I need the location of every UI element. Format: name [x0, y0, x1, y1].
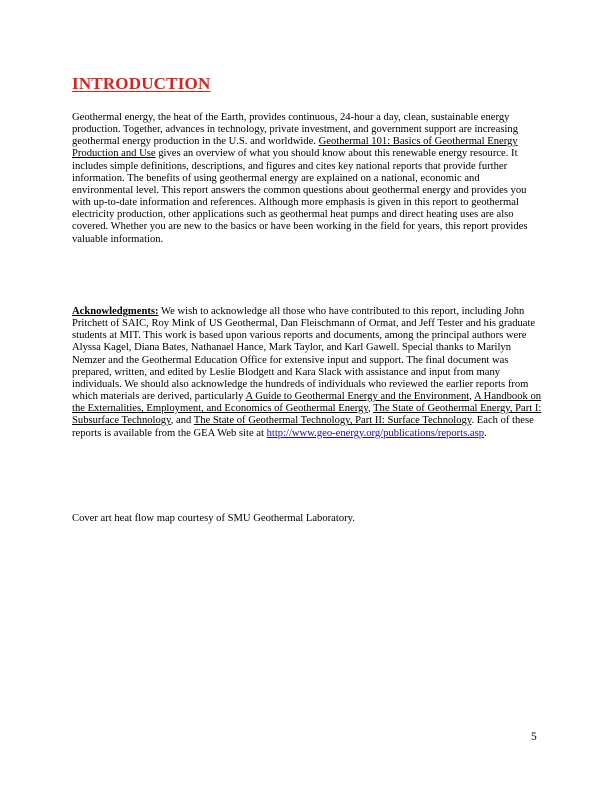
- report-reference: The State of Geothermal Technology, Part II: Surface Technology: [193, 415, 472, 427]
- intro-text: gives an overview of what you should know about this renewable energy resource. It includes simple definitions, descriptions, and figures and cites key national reports that provide further information. The benefits of using geothermal energy are explained on a national, economic and environmental level. This report answers the common questions about geothermal energy and provides you with up-to-date information and references. Although more emphasis is given in this report to geothermal electricity production, other applications such as geothermal heat pumps and direct heating uses are also covered. Whether you are new to the basics or have been working in the field for years, this report provides valuable information.: [72, 148, 528, 245]
- intro-paragraph: [72, 112, 542, 246]
- acknowledgments-label: Acknowledgments:: [72, 306, 159, 317]
- report-reference: A Guide to Geothermal Energy and the Environment: [245, 391, 470, 403]
- report-reference: The State of Geothermal Energy, Part I: Subsurface Technology: [72, 403, 542, 427]
- report-reference: A Handbook on the Externalities, Employment, and Economics of Geothermal Energy: [72, 391, 542, 415]
- acknowledgments-paragraph: [72, 306, 542, 440]
- cover-art-credit: Cover art heat flow map courtesy of SMU Geothermal Laboratory.: [72, 513, 355, 524]
- page-title: INTRODUCTION: [72, 74, 211, 93]
- intro-text: Geothermal energy, the heat of the Earth, provides continuous, 24-hour a day, clean, sustainable energy production. Together, advances in technology, private investment, and government support are increasing geothermal energy production in the U.S. and worldwide.: [72, 112, 518, 148]
- report-title-reference: Geothermal 101: Basics of Geothermal Energy Production and Use: [72, 136, 518, 160]
- acknowledgments-text: We wish to acknowledge all those who have contributed to this report, including John Pritchett of SAIC, Roy Mink of US Geothermal, Dan Fleischmann of Ormat, and Jeff Tester and his graduate students at MIT. This work is based upon various reports and documents, among the principal authors were Alyssa Kagel, Diana Bates, Nathanael Hance, Mark Taylor, and Karl Gawell. Special thanks to Marilyn Nemzer and the Geothermal Education Office for extensive input and support. The final document was prepared, written, and edited by Leslie Blodgett and Kara Slack with assistance and input from many individuals. We should also acknowledge the hundreds of individuals who reviewed the earlier reports from which materials are derived, particularly: [72, 306, 536, 403]
- separator-text: ,: [367, 403, 374, 415]
- acknowledgments-text: . Each of these reports is available from the GEA Web site at: [72, 415, 534, 439]
- acknowledgments-text: .: [484, 427, 487, 439]
- separator-text: , and: [170, 415, 194, 427]
- gea-reports-link[interactable]: http://www.geo-energy.org/publications/reports.asp: [266, 427, 485, 439]
- separator-text: ,: [469, 391, 474, 403]
- page-number: 5: [531, 731, 537, 743]
